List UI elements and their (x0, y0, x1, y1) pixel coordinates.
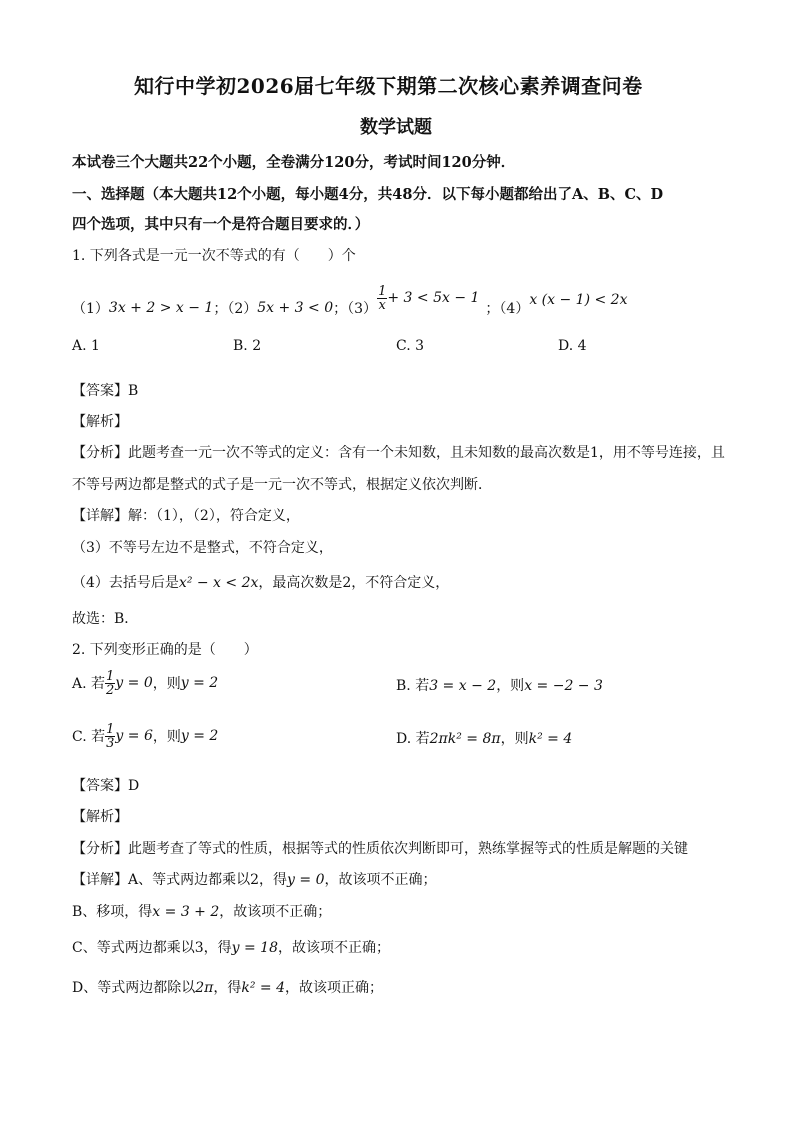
q2-detailD-mid: ，得 (213, 980, 242, 996)
q2-detailA-expr: y = 0 (287, 872, 325, 888)
q2-detail-b (72, 901, 331, 921)
q2-optD-prefix: D. 若 (396, 731, 430, 747)
q2-optC-fraction (105, 723, 115, 750)
q2-optA-prefix: A. 若 (72, 676, 106, 692)
q2-detailD-expr1: 2π (195, 980, 214, 996)
section1-heading-cont: 四个选项，其中只有一个是符合题目要求的．） (72, 216, 370, 233)
q1-items (72, 283, 628, 328)
q2-optD-expr1: 2πk² = 8π (429, 731, 501, 747)
q2-detailD-expr2: k² = 4 (241, 980, 285, 996)
q1-option-a: A. 1 (72, 338, 100, 354)
q1-option-d: D. 4 (558, 338, 587, 354)
q2-optD-expr2: k² = 4 (528, 731, 573, 747)
q2-detailC-text: C、等式两边都乘以3，得 (72, 940, 232, 956)
q2-detail-a (72, 869, 436, 889)
q1-stem: 1. 下列各式是一元一次不等式的有（ ）个 (72, 248, 356, 264)
q1-analysis-line2: 不等号两边都是整式的式子是一元一次不等式，根据定义依次判断． (72, 477, 492, 493)
exam-subtitle: 数学试题 (360, 117, 432, 138)
q2-detailA-tail: ，故该项不正确； (324, 872, 437, 888)
q2-optC-prefix: C. 若 (72, 729, 106, 745)
q2-detailC-tail: ，故该项不正确； (277, 940, 390, 956)
q2-detailD-tail: ，故该项正确； (284, 980, 383, 996)
q2-detailB-text: B、移项，得 (72, 904, 153, 920)
q2-option-c (72, 718, 218, 754)
q2-detail-c (72, 937, 390, 957)
q1-detail-line3 (72, 572, 449, 592)
q1-analysis-label: 【解析】 (72, 414, 128, 430)
q1-item4-expr: x (x − 1) < 2x (529, 292, 628, 308)
q2-optC-then: ，则 (152, 729, 181, 745)
q1-item3-numerator: 1 (378, 283, 387, 299)
q2-optC-denominator: 3 (106, 735, 115, 751)
q1-detail-line1: 【详解】解：（1），（2），符合定义， (72, 508, 300, 524)
q2-optA-expr2: y = 2 (180, 675, 219, 691)
q1-item3-expr (377, 285, 479, 312)
q2-optA-expr1: y = 0 (115, 675, 153, 691)
q2-optB-expr2: x = −2 − 3 (524, 678, 603, 694)
q1-option-c: C. 3 (396, 338, 425, 354)
q1-detail3-tail: ，最高次数是2，不符合定义， (258, 575, 450, 591)
exam-title: 知行中学初2026届七年级下期第二次核心素养调查问卷 (134, 74, 643, 98)
q2-option-d (396, 728, 572, 748)
q2-optA-then: ，则 (152, 676, 181, 692)
q1-answer: 【答案】B (72, 383, 139, 399)
q2-detail-d (72, 977, 383, 997)
exam-instructions: 本试卷三个大题共22个小题，全卷满分120分，考试时间120分钟． (72, 154, 516, 171)
section1-heading: 一、选择题（本大题共12个小题，每小题4分，共48分．以下每小题都给出了A、B、C、D (72, 186, 664, 203)
q1-option-b: B. 2 (233, 338, 262, 354)
q2-optC-expr2: y = 2 (180, 728, 219, 744)
q2-analysis-line1: 【分析】此题考查了等式的性质，根据等式的性质依次判断即可，熟练掌握等式的性质是解题的关键 (72, 841, 688, 857)
q2-optA-numerator: 1 (106, 668, 115, 684)
q1-detail-line2: （3）不等号左边不是整式，不符合定义， (72, 540, 333, 556)
q1-item3-rest: + 3 < 5x − 1 (387, 290, 480, 306)
q2-analysis-label: 【解析】 (72, 809, 128, 825)
q2-optA-fraction (105, 670, 115, 697)
q2-optD-then: ，则 (500, 731, 529, 747)
q1-conclusion: 故选：B． (72, 611, 139, 627)
q2-option-b (396, 675, 603, 695)
q2-detailB-expr: x = 3 + 2 (152, 904, 220, 920)
q1-sep3: ；（4） (485, 301, 530, 317)
q2-optA-denominator: 2 (106, 682, 115, 698)
q2-detailB-tail: ，故该项不正确； (219, 904, 332, 920)
q1-item1-label: （1） (72, 301, 109, 317)
q2-detailD-text: D、等式两边都除以 (72, 980, 196, 996)
q2-stem: 2. 下列变形正确的是（ ） (72, 642, 258, 658)
q1-item1-expr: 3x + 2 > x − 1 (108, 300, 214, 316)
q1-sep1: ；（2） (213, 301, 258, 317)
q1-detail3-text: （4）去括号后是 (72, 575, 179, 591)
q1-item2-expr: 5x + 3 < 0 (257, 300, 334, 316)
q2-optB-expr1: 3 = x − 2 (429, 678, 497, 694)
q1-item3-denominator: x (378, 297, 386, 313)
q2-detailC-expr: y = 18 (231, 940, 278, 956)
q1-analysis-line1: 【分析】此题考查一元一次不等式的定义：含有一个未知数，且未知数的最高次数是1，用不等号连接，且 (72, 445, 725, 461)
q2-option-a (72, 665, 218, 701)
q1-item3-fraction (377, 285, 387, 312)
q2-optB-then: ，则 (496, 678, 525, 694)
q1-detail3-expr: x² − x < 2x (178, 575, 259, 591)
q2-optC-numerator: 1 (106, 721, 115, 737)
q2-optB-prefix: B. 若 (396, 678, 430, 694)
q2-optC-expr1: y = 6 (115, 728, 153, 744)
q2-answer: 【答案】D (72, 778, 140, 794)
q1-sep2: ；（3） (333, 301, 378, 317)
q2-detailA-text: 【详解】A、等式两边都乘以2，得 (72, 872, 288, 888)
